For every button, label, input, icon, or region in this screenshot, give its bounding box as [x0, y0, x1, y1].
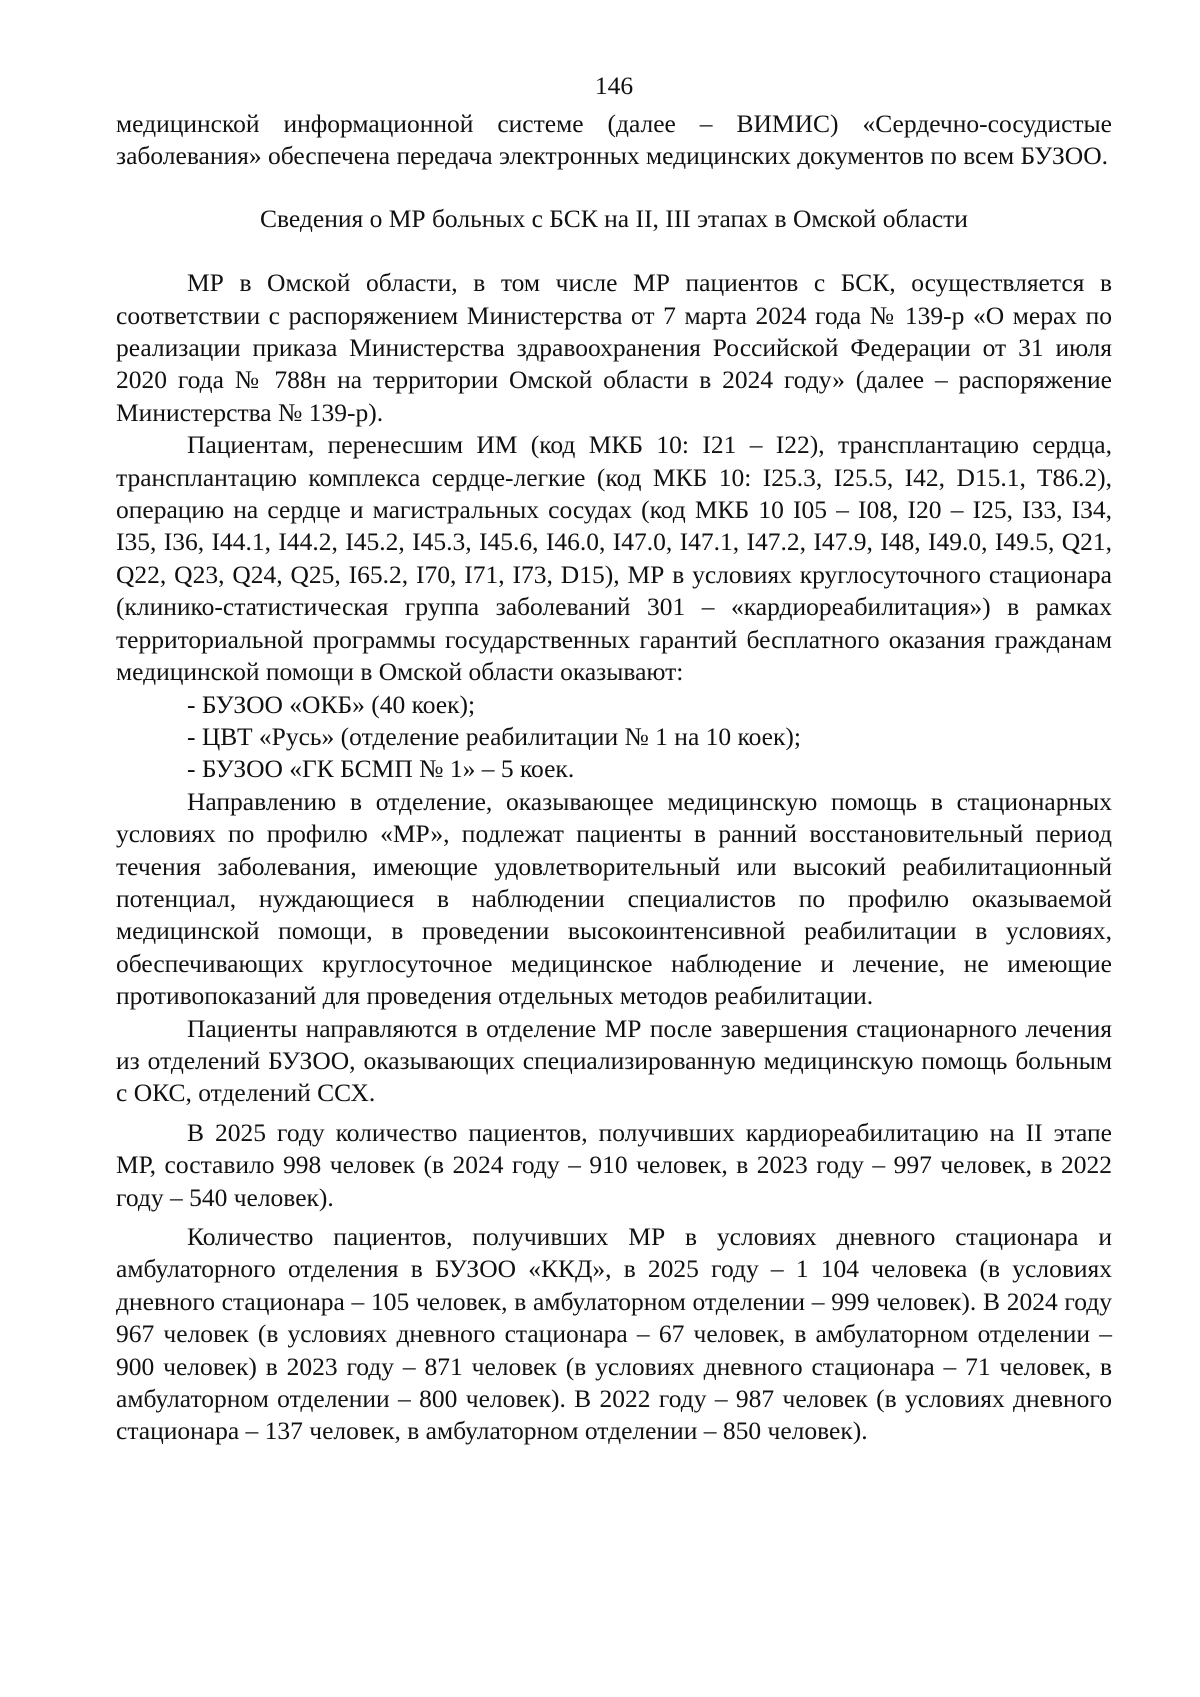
page-number: 146 [594, 71, 634, 100]
paragraph-referral-source: Пациенты направляются в отделение МР после завершения стационарного лечения из отделений БУЗОО, оказывающих специализированную медицинскую помощь больным с ОКС, отделений ССХ. [116, 1013, 1112, 1108]
paragraph-legal-basis: МР в Омской области, в том числе МР пациентов с БСК, осуществляется в соответствии с распоряжением Министерства от 7 марта 2024 года № 139-р «О мерах по реализации приказа Министерства здравоохранения Российской Федерации от 31 июля 2020 года № 788н на территории Омской области в 2024 году» (далее – распоряжение Министерства № 139-р). [116, 268, 1112, 427]
paragraph-stage-two-stats: В 2025 году количество пациентов, получивших кардиореабилитацию на II этапе МР, составило 998 человек (в 2024 году – 910 человек, в 2023 году – 997 человек, в 2022 году – 540 человек). [116, 1117, 1112, 1212]
intro-paragraph: медицинской информационной системе (далее – ВИМИС) «Сердечно-сосудистые заболевания» обеспечена передача электронных медицинских документов по всем БУЗОО. [116, 109, 1112, 171]
list-item-gk-bsmp: - БУЗОО «ГК БСМП № 1» – 5 коек. [187, 754, 575, 784]
list-item-cvt-rus: - ЦВТ «Русь» (отделение реабилитации № 1 на 10 коек); [187, 721, 801, 751]
paragraph-day-hospital-stats: Количество пациентов, получивших МР в условиях дневного стационара и амбулаторного отделения в БУЗОО «ККД», в 2025 году – 1 104 человека (в условиях дневного стационара – 105 человек, в амбулаторном отделении – 999 человек). В 2024 году 967 человек (в условиях дневного стационара – 67 человек, в амбулаторном отделении – 900 человек) в 2023 году – 871 человек (в условиях дневного стационара – 71 человек, в амбулаторном отделении – 800 человек). В 2022 году – 987 человек (в условиях дневного стационара – 137 человек, в амбулаторном отделении – 850 человек). [116, 1222, 1112, 1446]
paragraph-referral-criteria: Направлению в отделение, оказывающее медицинскую помощь в стационарных условиях по профилю «МР», подлежат пациенты в ранний восстановительный период течения заболевания, имеющие удовлетворительный или высокий реабилитационный потенциал, нуждающиеся в наблюдении специалистов по профилю оказываемой медицинской помощи, в проведении высокоинтенсивной реабилитации в условиях, обеспечивающих круглосуточное медицинское наблюдение и лечение, не имеющие противопоказаний для проведения отдельных методов реабилитации. [116, 786, 1112, 1011]
paragraph-patient-codes: Пациентам, перенесшим ИМ (код МКБ 10: I21 – I22), трансплантацию сердца, трансплантацию комплекса сердце-легкие (код МКБ 10: I25.3, I25.5, I42, D15.1, T86.2), операцию на сердце и магистральных сосудах (код МКБ 10 I05 – I08, I20 – I25, I33, I34, I35, I36, I44.1, I44.2, I45.2, I45.3, I45.6, I46.0, I47.0, I47.1, I47.2, I47.9, I48, I49.0, I49.5, Q21, Q22, Q23, Q24, Q25, I65.2, I70, I71, I73, D15), МР в условиях круглосуточного стационара (клинико-статистическая группа заболеваний 301 – «кардиореабилитация») в рамках территориальной программы государственных гарантий бесплатного оказания гражданам медицинской помощи в Омской области оказывают: [116, 430, 1112, 687]
section-heading: Сведения о МР больных с БСК на II, III этапах в Омской области [260, 203, 968, 233]
list-item-okb: - БУЗОО «ОКБ» (40 коек); [187, 689, 476, 719]
